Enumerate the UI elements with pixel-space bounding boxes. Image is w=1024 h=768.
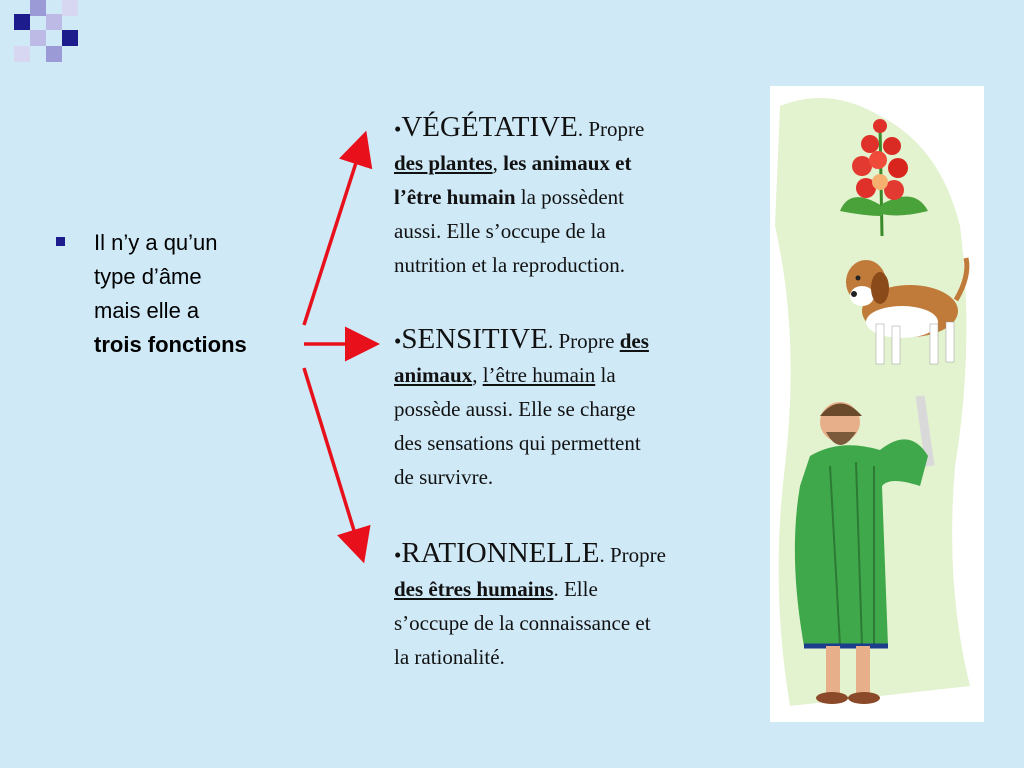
text: la [595, 363, 616, 387]
u-etres-humains: des êtres humains [394, 577, 554, 601]
arrow-down [304, 368, 360, 550]
text: . Propre [599, 543, 666, 567]
text: , [472, 363, 483, 387]
text-line: possède aussi. Elle se charge [394, 397, 636, 421]
text: , [492, 151, 504, 175]
text-line: la rationalité. [394, 645, 505, 669]
left-line-1: Il n’y a qu’un [94, 230, 218, 255]
bullet: • [394, 329, 402, 353]
u-des: des [619, 329, 649, 353]
corner-decoration [0, 0, 80, 64]
bold-text: les animaux et [503, 151, 632, 175]
item-rationnelle [394, 536, 754, 674]
title-sensitive: SENSITIVE [401, 323, 548, 355]
u-animaux: animaux [394, 363, 473, 387]
text-line: s’occupe de la connaissance et [394, 611, 651, 635]
text: . Propre [577, 117, 645, 141]
item-vegetative [394, 110, 754, 282]
arrows [296, 130, 386, 570]
bullet: • [394, 117, 402, 141]
title-vegetative: VÉGÉTATIVE [401, 111, 578, 143]
u-etre-humain: l’être humain [482, 363, 596, 387]
illustration-panel [770, 86, 984, 722]
text-line: nutrition et la reproduction. [394, 253, 625, 277]
u-plantes: des plantes [394, 151, 493, 175]
item-sensitive [394, 322, 754, 494]
title-rationnelle: RATIONNELLE [401, 537, 600, 569]
bullet: • [394, 543, 402, 567]
bold-text: l’être humain [394, 185, 516, 209]
illustrations [770, 86, 984, 722]
left-line-2: type d’âme [94, 264, 202, 289]
text: la possèdent [515, 185, 625, 209]
text: . Elle [553, 577, 598, 601]
arrow-up [304, 144, 362, 325]
text-line: de survivre. [394, 465, 494, 489]
text-line: des sensations qui permettent [394, 431, 641, 455]
bullet-square-icon [56, 237, 65, 246]
left-line-3: mais elle a [94, 298, 200, 323]
left-line-4: trois fonctions [94, 332, 247, 357]
text: . Propre [547, 329, 620, 353]
main-bullet [56, 226, 286, 362]
text-line: aussi. Elle s’occupe de la [394, 219, 606, 243]
